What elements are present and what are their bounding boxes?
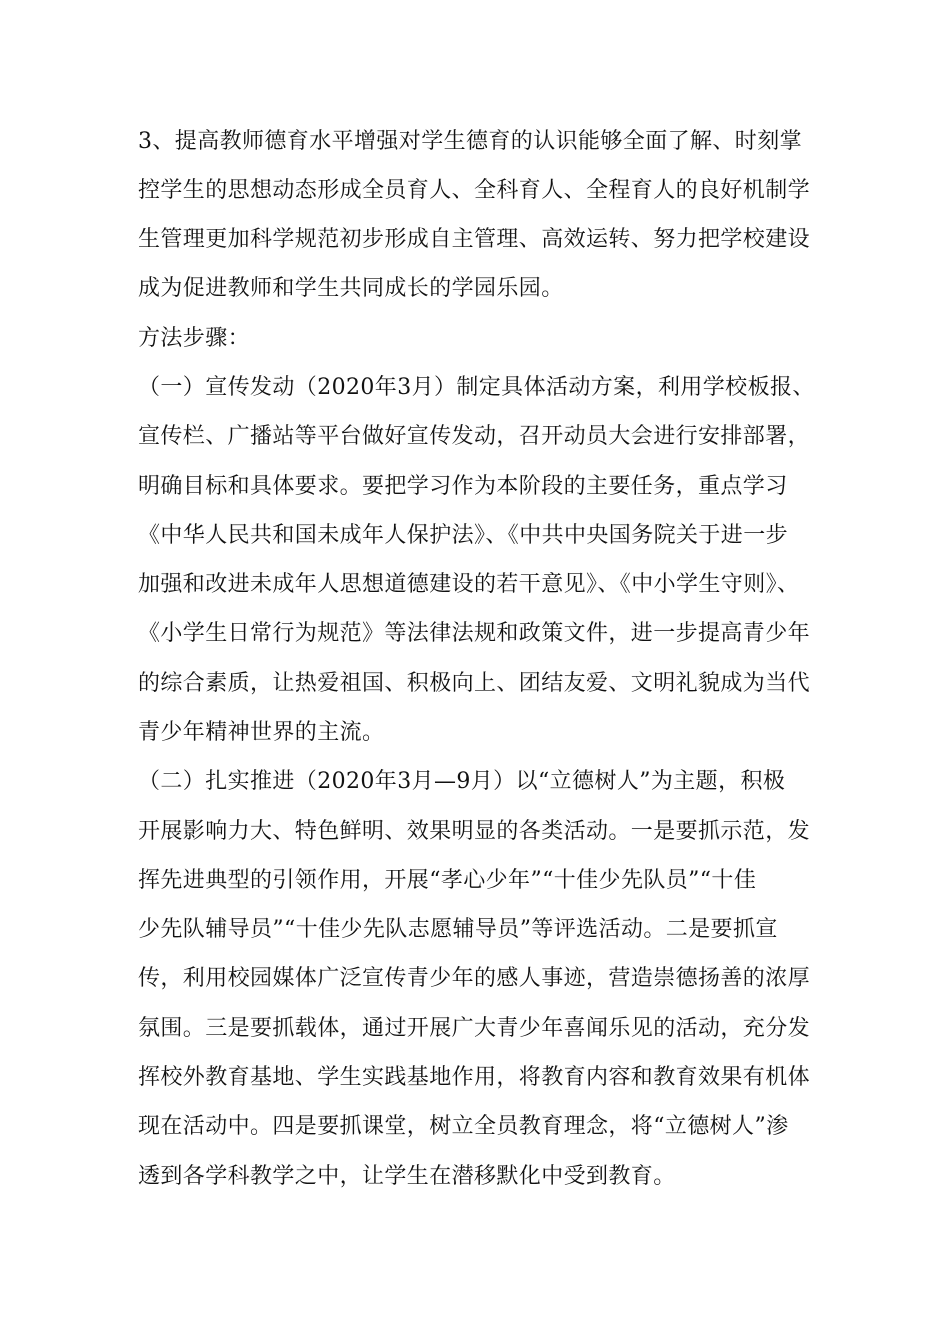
text-line: 《中华人民共和国未成年人保护法》、《中共中央国务院关于进一步 xyxy=(138,523,789,548)
text-line: 少先队辅导员”“十佳少先队志愿辅导员”等评选活动。二是要抓宣 xyxy=(138,917,778,942)
text-line: 3、提高教师德育水平增强对学生德育的认识能够全面了解、时刻掌 xyxy=(138,129,802,154)
section-heading: 方法步骤： xyxy=(138,326,251,351)
text-line: 挥先进典型的引领作用，开展“孝心少年”“十佳少先队员”“十佳 xyxy=(138,868,757,893)
text-line: 生管理更加科学规范初步形成自主管理、高效运转、努力把学校建设 xyxy=(138,227,811,252)
text-line: 青少年精神世界的主流。 xyxy=(138,720,385,745)
text-line: 透到各学科教学之中，让学生在潜移默化中受到教育。 xyxy=(138,1164,676,1189)
text-line: 《小学生日常行为规范》等法律法规和政策文件，进一步提高青少年 xyxy=(138,621,811,646)
text-line: 传，利用校园媒体广泛宣传青少年的感人事迹，营造崇德扬善的浓厚 xyxy=(138,966,811,991)
text-line: 开展影响力大、特色鲜明、效果明显的各类活动。一是要抓示范，发 xyxy=(138,819,811,844)
text-line: 挥校外教育基地、学生实践基地作用，将教育内容和教育效果有机体 xyxy=(138,1065,811,1090)
text-line: （一）宣传发动（2020年3月）制定具体活动方案，利用学校板报、 xyxy=(138,375,815,400)
text-line: 加强和改进未成年人思想道德建设的若干意见》、《中小学生守则》、 xyxy=(138,572,800,597)
text-line: 明确目标和具体要求。要把学习作为本阶段的主要任务，重点学习 xyxy=(138,474,788,499)
text-line: 成为促进教师和学生共同成长的学园乐园。 xyxy=(138,276,564,301)
text-line: 宣传栏、广播站等平台做好宣传发动，召开动员大会进行安排部署， xyxy=(138,424,811,449)
text-line: 控学生的思想动态形成全员育人、全科育人、全程育人的良好机制学 xyxy=(138,178,811,203)
text-line: （二）扎实推进（2020年3月—9月）以“立德树人”为主题，积极 xyxy=(138,769,786,794)
text-line: 氛围。三是要抓载体，通过开展广大青少年喜闻乐见的活动，充分发 xyxy=(138,1016,811,1041)
text-line: 的综合素质，让热爱祖国、积极向上、团结友爱、文明礼貌成为当代 xyxy=(138,671,811,696)
text-line: 现在活动中。四是要抓课堂，树立全员教育理念，将“立德树人”渗 xyxy=(138,1114,789,1139)
